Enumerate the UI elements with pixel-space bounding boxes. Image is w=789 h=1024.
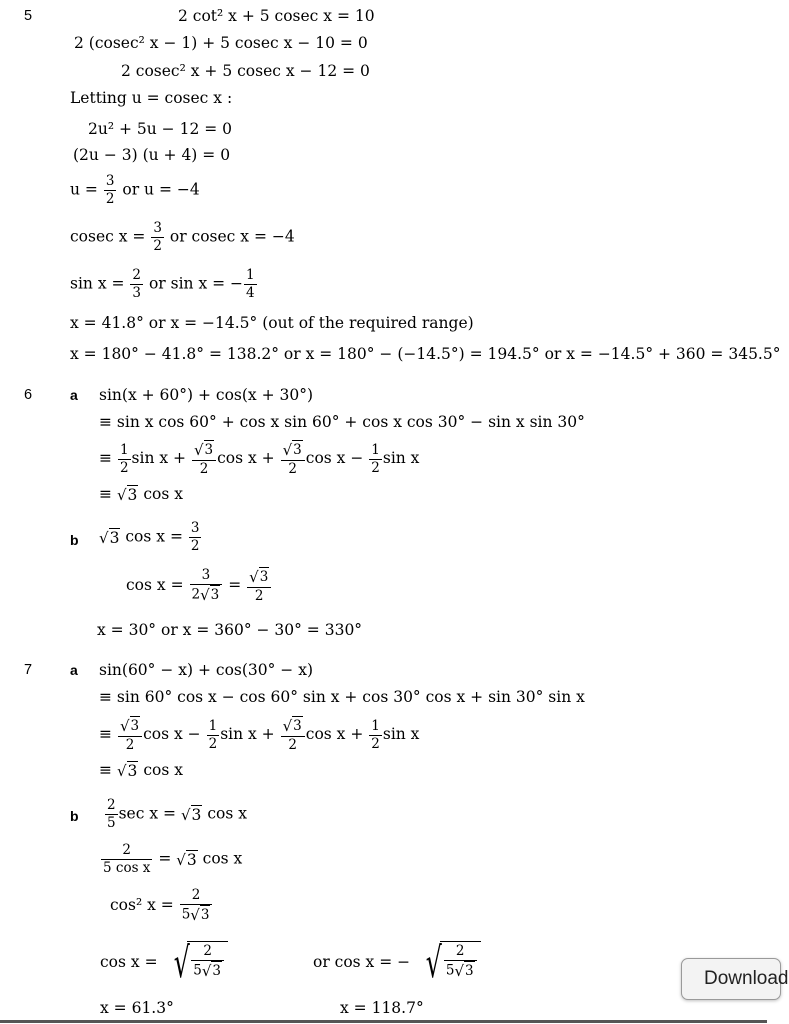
q7b-line-4: cos x = √ 2 5 √ 3	[100, 941, 228, 985]
q7b-line-2: $\frac{2}{\text{5 cos x}}$ = √ 3 cos x	[103, 842, 243, 876]
q5-equation-line-1: 2 cot² x + 5 cosec x = 10	[178, 7, 375, 25]
q5-angle-solutions: x = 41.8° or x = −14.5° (out of the required range)	[70, 314, 474, 332]
q6b-line-1: √ 3 cos x = $\frac{3}{2}$	[99, 520, 200, 554]
fraction: 3 2 √ 3	[190, 567, 223, 605]
fraction: √ 3 2	[247, 567, 271, 605]
q6b-line-2: cos x = 3 2 √ 3 = √ 3 2	[126, 567, 272, 605]
q7b-line-1: $\frac{2}{5}$ sec x = √ 3 cos x	[107, 797, 247, 831]
fraction: $\frac{1}{2}$	[371, 717, 380, 752]
q5-quadratic: 2u² + 5u − 12 = 0	[88, 120, 233, 138]
q5-substitution-text: Letting u = cosec x :	[70, 89, 233, 107]
square-root: √ 2 5 √ 3	[163, 941, 229, 985]
q5-cosec-solutions: cosec x = $\frac{3}{2}$ or cosec x = −4	[70, 220, 295, 254]
q6a-line-4: ≡ √ 3 cos x	[99, 485, 183, 504]
fraction: $\frac{1}{2}$	[208, 717, 218, 752]
q5-factorised: (2u − 3) (u + 4) = 0	[73, 146, 231, 164]
square-root: √ 2 5 √ 3	[415, 941, 481, 985]
fraction: $\frac{3}{2}$	[105, 173, 115, 207]
q7-part-b-label: b	[70, 808, 79, 824]
fraction: √ 3 2	[192, 440, 216, 478]
fraction: $\frac{1}{4}$	[246, 267, 255, 301]
fraction: √ 3 2	[118, 716, 142, 754]
download-button[interactable]: Download	[681, 958, 781, 1000]
q6b-solutions: x = 30° or x = 360° − 30° = 330°	[97, 621, 363, 639]
q7a-line-4: ≡ √ 3 cos x	[99, 761, 183, 780]
q7b-solution-2: x = 118.7°	[340, 999, 424, 1017]
q7a-line-1: sin(60° − x) + cos(30° − x)	[99, 661, 314, 679]
fraction: $\frac{3}{2}$	[190, 520, 200, 554]
fraction: $\frac{2}{3}$	[132, 267, 142, 301]
bottom-border	[0, 1020, 767, 1023]
fraction: $\frac{2}{\text{5 cos x}}$	[103, 842, 151, 876]
q5-sin-solutions: sin x = $\frac{2}{3}$ or sin x = − $\frac{1}{4}$	[70, 267, 255, 301]
fraction: √ 3 2	[281, 440, 305, 478]
q6a-line-2: ≡ sin x cos 60° + cos x sin 60° + cos x cos 30° − sin x sin 30°	[99, 413, 585, 431]
q5-all-solutions: x = 180° − 41.8° = 138.2° or x = 180° − (−14.5°) = 194.5° or x = −14.5° + 360 = 345.5°	[70, 345, 781, 363]
q7-part-a-label: a	[70, 662, 78, 678]
q7a-line-3: ≡ √ 3 2 cos x − $\frac{1}{2}$ sin x + √ 3 2 cos x + $\frac{1}{2}$ sin x	[99, 717, 420, 753]
fraction: √ 3 2	[281, 716, 305, 754]
fraction: $\frac{1}{2}$	[371, 441, 380, 476]
fraction: $\frac{1}{2}$	[119, 441, 129, 476]
fraction: $\frac{2}{5}$	[107, 797, 116, 831]
q5-equation-line-3: 2 cosec² x + 5 cosec x − 12 = 0	[121, 62, 370, 80]
q7b-solution-1: x = 61.3°	[100, 999, 174, 1017]
q6-part-b-label: b	[70, 532, 79, 548]
question-number-5: 5	[24, 8, 33, 24]
question-number-7: 7	[24, 662, 33, 678]
q7b-line-3: cos² x = 2 5 √ 3	[110, 887, 213, 925]
q6a-line-1: sin(x + 60°) + cos(x + 30°)	[99, 386, 314, 404]
question-number-6: 6	[24, 387, 33, 403]
q7a-line-2: ≡ sin 60° cos x − cos 60° sin x + cos 30° cos x + sin 30° sin x	[99, 688, 585, 706]
fraction: 2 5 √ 3	[180, 887, 213, 925]
fraction: $\frac{3}{2}$	[153, 220, 162, 254]
q6a-line-3: ≡ $\frac{1}{2}$ sin x + √ 3 2 cos x + √ 3 2 cos x − $\frac{1}{2}$ sin x	[99, 441, 420, 477]
q7b-line-4-alt: or cos x = − √ 2 5 √ 3	[313, 941, 481, 985]
q5-u-solutions: u = $\frac{3}{2}$ or u = −4	[70, 173, 200, 207]
q5-equation-line-2: 2 (cosec² x − 1) + 5 cosec x − 10 = 0	[74, 34, 368, 52]
q6-part-a-label: a	[70, 387, 78, 403]
